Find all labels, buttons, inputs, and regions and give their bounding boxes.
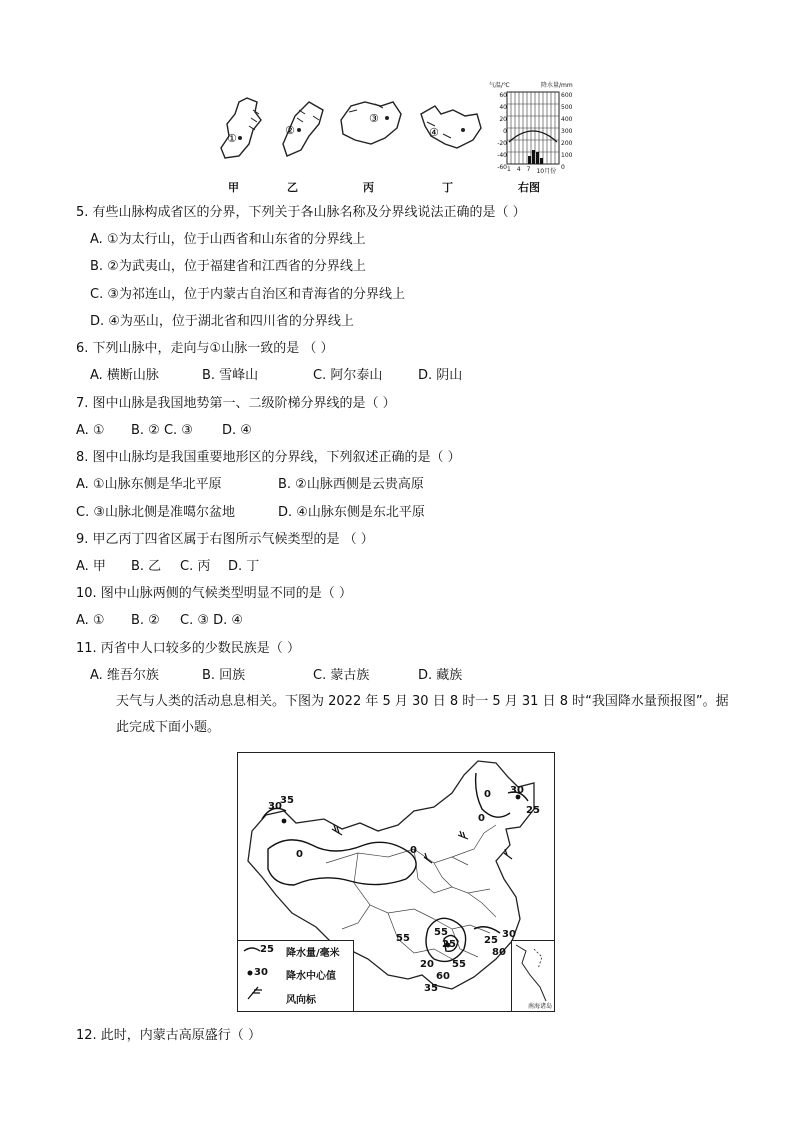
tick: 200 [561, 140, 573, 147]
q6-option-a: A. 横断山脉 [90, 368, 159, 383]
q9-option-d: D. 丁 [228, 559, 260, 574]
q9-option-b: B. 乙 [131, 559, 162, 574]
tick: 60 [499, 92, 507, 99]
tick: 40 [499, 104, 507, 111]
marker-2: ② [285, 124, 295, 137]
legend-center-label: 降水中心值 [286, 971, 336, 982]
legend-symbol-30: 30 [254, 967, 268, 978]
q9-option-c: C. 丙 [180, 559, 211, 574]
tick: 300 [561, 128, 573, 135]
isoline-value: 55 [396, 933, 410, 944]
q11-option-a: A. 维吾尔族 [90, 668, 159, 683]
precipitation-map [237, 752, 555, 1012]
province-yi-outline [279, 100, 329, 160]
isoline-value: 30 [510, 785, 524, 796]
tick: 600 [561, 92, 573, 99]
month-ticks [507, 166, 567, 175]
intro-text: 天气与人类的活动息息相关。下图为 2022 年 5 月 30 日 8 时一 5 月 31 日 8 时“我国降水量预报图”。据此完成下面小题。 [116, 694, 729, 735]
q7-option-d: D. ④ [222, 423, 252, 438]
map-legend [238, 940, 354, 1011]
isoline-value: 60 [436, 971, 450, 982]
temp-unit: 气温/℃ [489, 82, 510, 89]
q5-option-d: D. ④为巫山，位于湖北省和四川省的分界线上 [90, 314, 354, 329]
tick: -20 [497, 140, 507, 147]
q6-stem: 6. 下列山脉中，走向与①山脉一致的是 （ ） [76, 341, 334, 356]
isoline-value: 0 [410, 845, 417, 856]
q10-option-c: C. ③ D. ④ [180, 613, 244, 628]
legend-wind-label: 风向标 [286, 995, 316, 1006]
tick: -60 [497, 164, 507, 171]
q7-option-b: B. ② C. ③ [131, 423, 193, 438]
q9-option-a: A. 甲 [76, 559, 106, 574]
precip-bar [532, 150, 535, 164]
south-china-sea-inset [511, 940, 554, 1011]
q9-stem: 9. 甲乙丙丁四省区属于右图所示气候类型的是 （ ） [76, 532, 374, 547]
q5-stem: 5. 有些山脉构成省区的分界，下列关于各山脉名称及分界线说法正确的是（ ） [76, 205, 526, 220]
tick: 1 [507, 166, 511, 173]
marker-3: ③ [369, 112, 379, 125]
q6-option-c: C. 阿尔泰山 [313, 368, 383, 383]
province-figures [215, 82, 585, 192]
label-yi: 乙 [287, 181, 298, 194]
isoline-value: 80 [492, 947, 506, 958]
q5-option-b: B. ②为武夷山，位于福建省和江西省的分界线上 [90, 259, 366, 274]
q7-option-a: A. ① [76, 423, 105, 438]
tick: 400 [561, 116, 573, 123]
precip-ticks [561, 90, 581, 174]
inset-caption: 南海诸岛 [527, 1003, 552, 1010]
label-ding: 丁 [442, 181, 453, 194]
tick: 20 [499, 116, 507, 123]
isoline-value: 30 [268, 801, 282, 812]
isoline-value: 30 [502, 929, 516, 940]
q8-option-d: D. ④山脉东侧是东北平原 [278, 505, 425, 520]
precip-unit: 降水量/mm [541, 82, 573, 89]
isoline-value: 35 [280, 795, 294, 806]
marker-1: ① [227, 132, 237, 145]
precip-bar [536, 152, 539, 164]
isoline-value: 0 [478, 813, 485, 824]
q8-stem: 8. 图中山脉均是我国重要地形区的分界线，下列叙述正确的是（ ） [76, 450, 461, 465]
legend-symbol-25: 25 [260, 944, 274, 955]
label-bing: 丙 [363, 181, 374, 194]
q10-option-a: A. ① [76, 613, 105, 628]
q7-stem: 7. 图中山脉是我国地势第一、二级阶梯分界线的是（ ） [76, 396, 396, 411]
isoline-value: 0 [296, 849, 303, 860]
precip-bar [540, 158, 543, 164]
isoline-value: 55 [452, 959, 466, 970]
tick: -40 [497, 152, 507, 159]
tick: 4 [516, 166, 521, 173]
tick: 7 [526, 166, 531, 173]
climate-chart [491, 82, 585, 192]
tick: 500 [561, 104, 573, 111]
precip-bar [528, 156, 531, 164]
label-right-figure: 右图 [518, 181, 540, 194]
isoline-value: 0 [484, 789, 491, 800]
q8-option-c: C. ③山脉北侧是准噶尔盆地 [76, 505, 235, 520]
q11-option-d: D. 藏族 [418, 668, 463, 683]
province-jia-outline [217, 96, 269, 160]
tick: 10月份 [536, 168, 557, 175]
isoline-value: 25 [484, 935, 498, 946]
q10-stem: 10. 图中山脉两侧的气候类型明显不同的是（ ） [76, 586, 352, 601]
q11-option-c: C. 蒙古族 [313, 668, 370, 683]
q10-option-b: B. ② [131, 613, 160, 628]
province-bing-outline [335, 98, 407, 148]
isoline-value: 25 [526, 805, 540, 816]
q8-option-a: A. ①山脉东侧是华北平原 [76, 477, 222, 492]
legend-isoline-label: 降水量/毫米 [286, 948, 340, 959]
province-ding-outline [417, 102, 485, 154]
tick: 0 [503, 128, 507, 135]
q6-option-d: D. 阴山 [418, 368, 463, 383]
marker-4: ④ [429, 126, 439, 139]
label-jia: 甲 [228, 181, 239, 194]
tick: 100 [561, 152, 573, 159]
intro-paragraph [76, 689, 736, 741]
q12-stem: 12. 此时，内蒙古高原盛行（ ） [76, 1028, 261, 1043]
isoline-value: 55 [434, 927, 448, 938]
temperature-curve [509, 131, 557, 142]
temp-ticks [493, 90, 507, 174]
isoline-value: 25 [442, 939, 456, 950]
isoline-value: 20 [420, 959, 434, 970]
isoline-value: 35 [424, 983, 438, 994]
q8-option-b: B. ②山脉西侧是云贵高原 [278, 477, 424, 492]
q5-option-c: C. ③为祁连山，位于内蒙古自治区和青海省的分界线上 [90, 287, 405, 302]
tick: 0 [561, 164, 565, 171]
q11-option-b: B. 回族 [202, 668, 246, 683]
q6-option-b: B. 雪峰山 [202, 368, 259, 383]
q5-option-a: A. ①为太行山，位于山西省和山东省的分界线上 [90, 232, 366, 247]
q11-stem: 11. 丙省中人口较多的少数民族是（ ） [76, 641, 300, 656]
